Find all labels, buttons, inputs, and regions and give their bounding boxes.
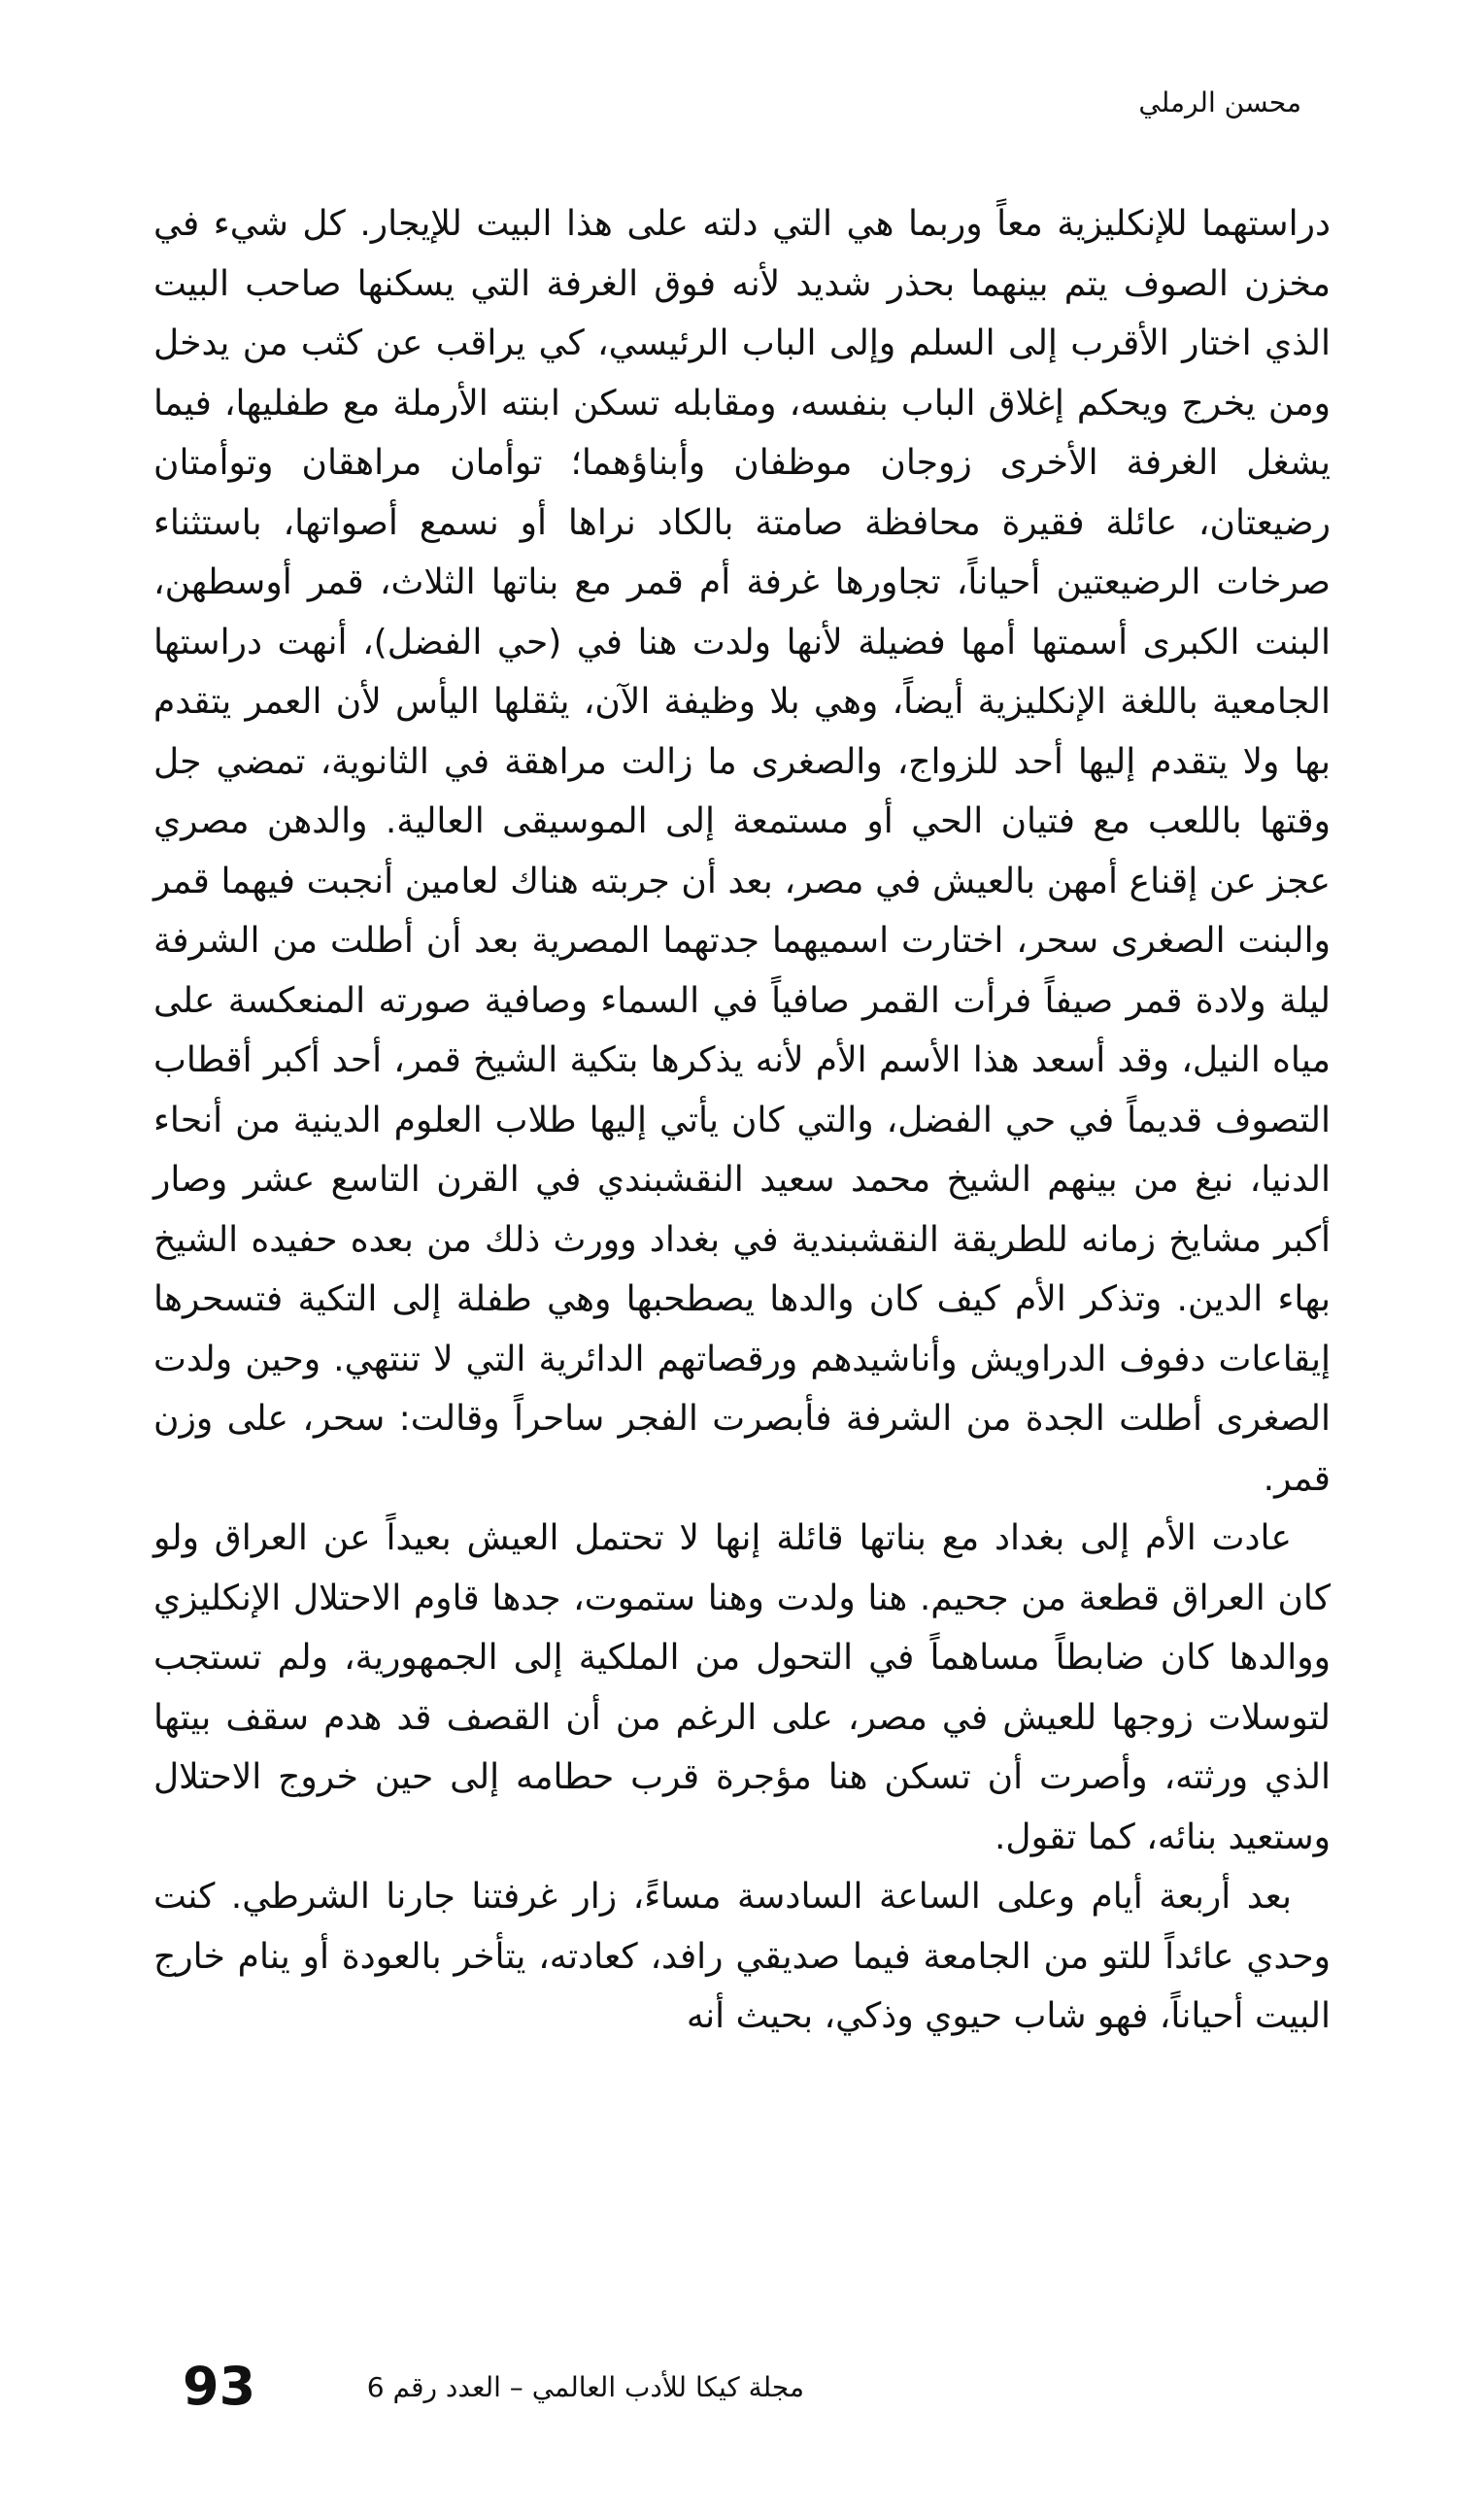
page-footer — [183, 2356, 804, 2419]
running-head-author: محسن الرملي — [1138, 86, 1301, 119]
page-number: 93 — [183, 2356, 256, 2417]
article-body — [153, 194, 1331, 2047]
journal-title: مجلة كيكا للأدب العالمي – العدد رقم 6 — [366, 2371, 804, 2403]
paragraph-1: دراستهما للإنكليزية معاً وربما هي التي دلته على هذا البيت للإيجار. كل شيء في مخزن الصوف يتم بينهما بحذر شديد لأنه فوق الغرفة التي يسكنها صاحب البيت الذي اختار الأقرب إلى السلم وإلى الباب الرئيسي، كي يراقب عن كثب من يدخل ومن يخرج ويحكم إغلاق الباب بنفسه، ومقابله تسكن ابنته الأرملة مع طفليها، فيما يشغل الغرفة الأخرى زوجان موظفان وأبناؤهما؛ توأمان مراهقان وتوأمتان رضيعتان، عائلة فقيرة محافظة صامتة بالكاد نراها أو نسمع أصواتها، باستثناء صرخات الرضيعتين أحياناً، تجاورها غرفة أم قمر مع بناتها الثلاث، قمر أوسطهن، البنت الكبرى أسمتها أمها فضيلة لأنها ولدت هنا في (حي الفضل)، أنهت دراستها الجامعية باللغة الإنكليزية أيضاً، وهي بلا وظيفة الآن، يثقلها اليأس لأن العمر يتقدم بها ولا يتقدم إليها أحد للزواج، والصغرى ما زالت مراهقة في الثانوية، تمضي جل وقتها باللعب مع فتيان الحي أو مستمعة إلى الموسيقى العالية. والدهن مصري عجز عن إقناع أمهن بالعيش في مصر، بعد أن جربته هناك لعامين أنجبت فيهما قمر والبنت الصغرى سحر، اختارت اسميهما جدتهما المصرية بعد أن أطلت من الشرفة ليلة ولادة قمر صيفاً فرأت القمر صافياً في السماء وصافية صورته المنعكسة على مياه النيل، وقد أسعد هذا الأسم الأم لأنه يذكرها بتكية الشيخ قمر، أحد أكبر أقطاب التصوف قديماً في حي الفضل، والتي كان يأتي إليها طلاب العلوم الدينية من أنحاء الدنيا، نبغ من بينهم الشيخ محمد سعيد النقشبندي في القرن التاسع عشر وصار أكبر مشايخ زمانه للطريقة النقشبندية في بغداد وورث ذلك من بعده حفيده الشيخ بهاء الدين. وتذكر الأم كيف كان والدها يصطحبها وهي طفلة إلى التكية فتسحرها إيقاعات دفوف الدراويش وأناشيدهم ورقصاتهم الدائرية التي لا تنتهي. وحين ولدت الصغرى أطلت الجدة من الشرفة فأبصرت الفجر ساحراً وقالت: سحر، على وزن قمر. — [153, 204, 1331, 1499]
paragraph-2: عادت الأم إلى بغداد مع بناتها قائلة إنها لا تحتمل العيش بعيداً عن العراق ولو كان العراق قطعة من جحيم. هنا ولدت وهنا ستموت، جدها قاوم الاحتلال الإنكليزي ووالدها كان ضابطاً مساهماً في التحول من الملكية إلى الجمهورية، ولم تستجب لتوسلات زوجها للعيش في مصر، على الرغم من أن القصف قد هدم سقف بيتها الذي ورثته، وأصرت أن تسكن هنا مؤجرة قرب حطامه إلى حين خروج الاحتلال وستعيد بنائه، كما تقول. — [153, 1518, 1331, 1857]
paragraph-3: بعد أربعة أيام وعلى الساعة السادسة مساءً، زار غرفتنا جارنا الشرطي. كنت وحدي عائداً للتو من الجامعة فيما صديقي رافد، كعادته، يتأخر بالعودة أو ينام خارج البيت أحياناً، فهو شاب حيوي وذكي، بحيث أنه — [153, 1877, 1331, 2036]
